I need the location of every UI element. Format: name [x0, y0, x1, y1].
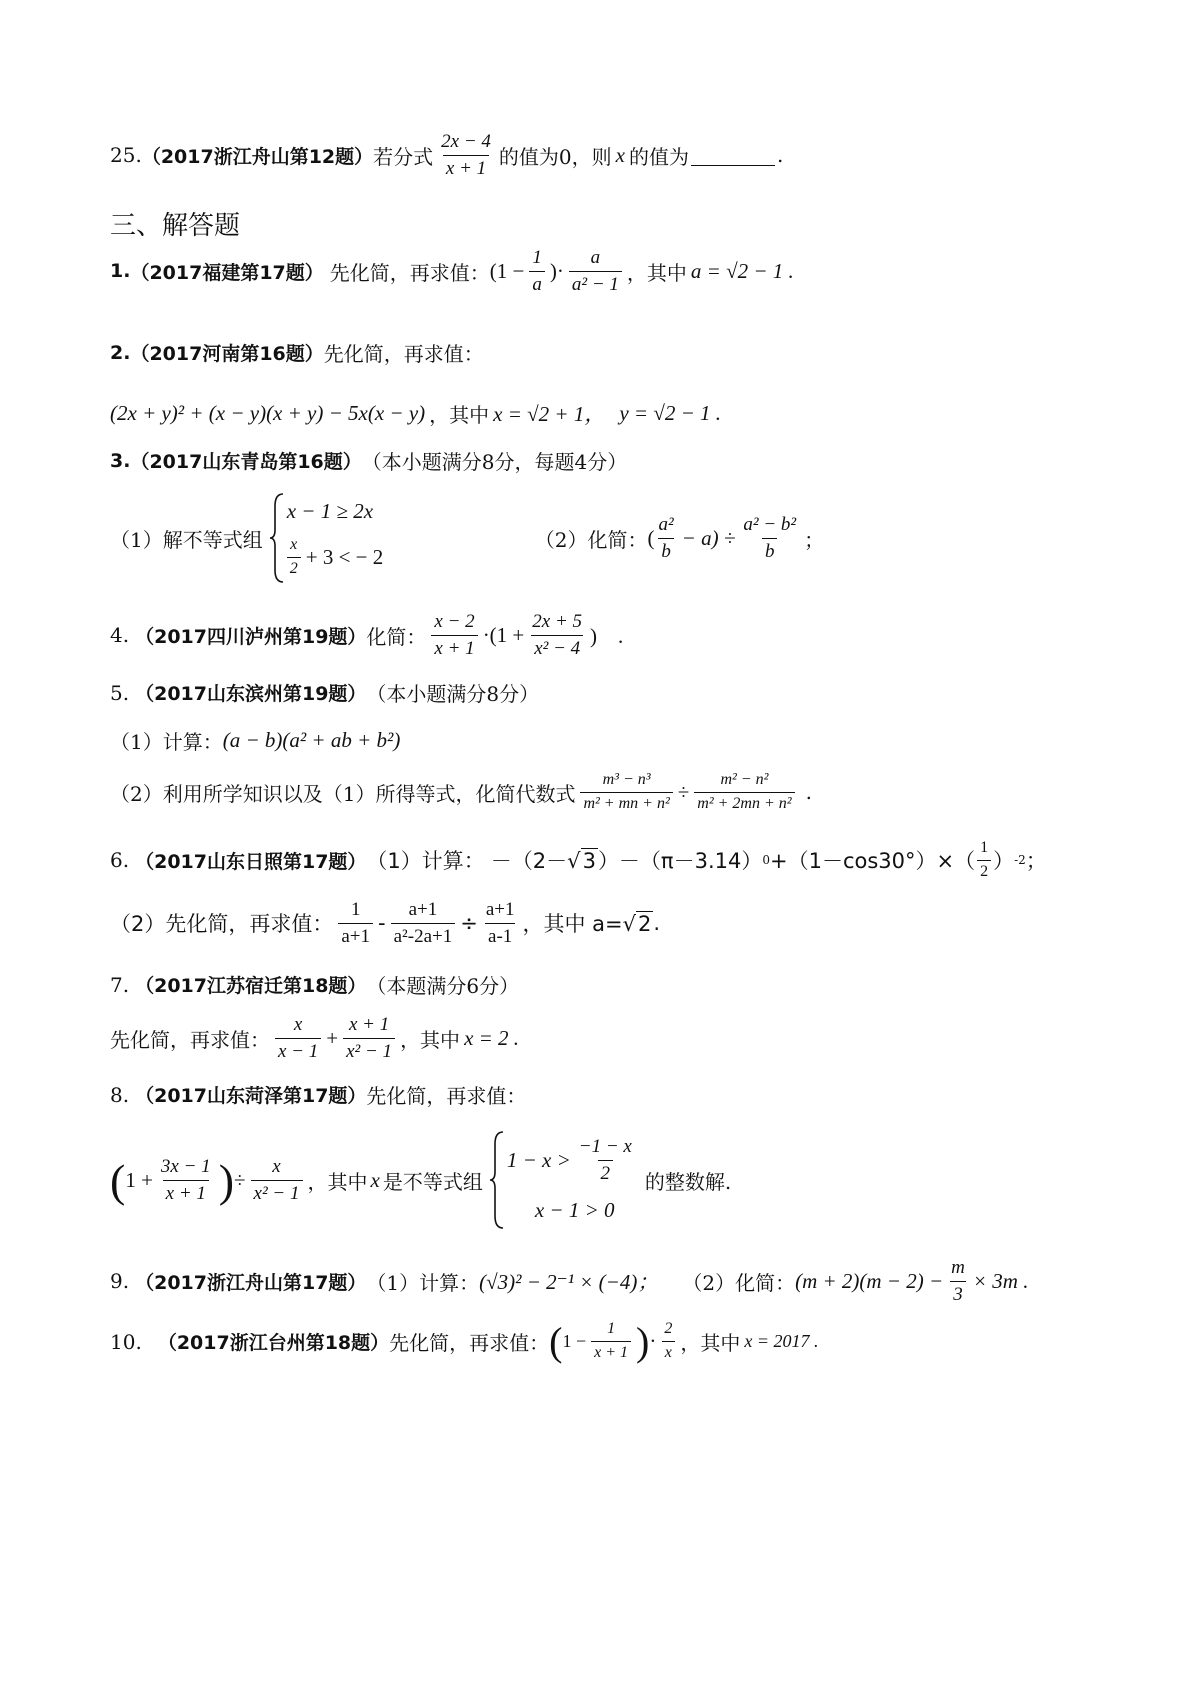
- exponent: -2: [1014, 853, 1026, 868]
- denominator: 2: [287, 557, 301, 578]
- inequality: 1 − x >: [506, 1147, 571, 1172]
- inequality-system: [269, 492, 419, 584]
- fraction: [569, 248, 622, 295]
- problem-5-part-2: [110, 772, 812, 813]
- fraction: [576, 1137, 635, 1184]
- problem-text: 先化简，再求值：: [366, 1084, 527, 1108]
- problem-source: （2017浙江台州第18题）: [157, 1332, 390, 1354]
- math-expression: +（1－cos30°）×（: [769, 849, 976, 874]
- numerator: a: [590, 247, 601, 268]
- math-expression: (a − b)(a² + ab + b²): [222, 728, 401, 752]
- operator: ÷: [234, 1167, 246, 1192]
- denominator: x² − 4: [531, 635, 583, 659]
- variable: x: [615, 142, 625, 167]
- fraction: [948, 1258, 968, 1305]
- problem-text: 化简：: [366, 624, 427, 649]
- sqrt-2: √ 2: [622, 911, 652, 936]
- numerator: 2x + 5: [532, 611, 583, 632]
- numerator: a²: [658, 513, 674, 535]
- fraction: [251, 1157, 303, 1204]
- problem-number: 10.: [110, 1329, 142, 1354]
- math-expression: )·: [549, 258, 564, 283]
- problem-number: 4.: [110, 623, 130, 648]
- math-expression: (√3)² − 2⁻¹ × (−4)；: [479, 1270, 659, 1295]
- numerator: x: [272, 1155, 281, 1177]
- operator: -: [378, 911, 386, 936]
- problem-6: [110, 840, 1047, 881]
- part-label: （2）化简：: [682, 1270, 796, 1295]
- inequality: x − 1 > 0: [534, 1197, 615, 1222]
- problem-text: ，其中 a=: [522, 912, 623, 937]
- math-condition: y = √2 − 1 .: [619, 400, 722, 425]
- denominator: a²-2a+1: [391, 923, 456, 947]
- denominator: x: [662, 1341, 675, 1362]
- math-expression: ) .: [590, 624, 624, 649]
- problem-text: 先化简，再求值：: [110, 1027, 270, 1052]
- fraction: [977, 840, 991, 881]
- numerator: 3x − 1: [160, 1155, 211, 1177]
- math-expression: ）－（π－3.14）: [597, 849, 763, 874]
- variable: x: [370, 1167, 380, 1192]
- denominator: b: [762, 538, 778, 562]
- denominator: a: [529, 271, 545, 295]
- operator: +: [326, 1025, 339, 1050]
- inequality: + 3 < − 2: [305, 544, 384, 569]
- problem-text: （本题满分6分）: [366, 974, 520, 998]
- problem-2-expression: [110, 398, 721, 428]
- part-label: （1）计算：: [110, 730, 223, 754]
- fraction: [158, 1157, 214, 1204]
- punctuation: ；: [804, 527, 825, 552]
- problem-number: 5.: [110, 680, 130, 705]
- numerator: 1: [350, 899, 361, 920]
- paren-open: (: [549, 1319, 563, 1364]
- denominator: x + 1: [443, 155, 489, 179]
- punctuation: .: [805, 780, 812, 805]
- denominator: 2: [598, 1160, 614, 1184]
- math-expression: －（2－: [490, 849, 568, 874]
- math-expression: × 3m .: [972, 1268, 1029, 1293]
- fraction: [431, 612, 477, 659]
- question-text: 的值为: [628, 144, 689, 169]
- problem-text: ，其中: [626, 260, 687, 285]
- denominator: b: [658, 538, 674, 562]
- problem-source: （2017河南第16题）: [130, 343, 324, 365]
- operator: ÷: [677, 779, 690, 804]
- numerator: a+1: [485, 899, 515, 920]
- math-expression: − a) ÷: [681, 525, 736, 550]
- fraction: [580, 772, 672, 813]
- problem-8: [110, 1080, 526, 1109]
- numerator: a² − b²: [743, 513, 797, 535]
- fraction: [529, 248, 545, 295]
- math-expression: (m + 2)(m − 2) −: [795, 1268, 944, 1293]
- part-label: （2）化简：: [534, 527, 648, 552]
- inequality-system: [489, 1130, 639, 1230]
- denominator: a+1: [338, 923, 373, 947]
- problem-10: [110, 1318, 819, 1365]
- problem-3-parts: [110, 492, 824, 584]
- numerator: −1 − x: [578, 1136, 632, 1158]
- punctuation: .: [653, 911, 661, 936]
- question-text: 若分式: [373, 144, 434, 169]
- section-heading: 三、解答题: [110, 211, 241, 241]
- denominator: 3: [950, 1281, 966, 1305]
- numerator: 1: [607, 1320, 616, 1338]
- numerator: 2: [664, 1320, 673, 1338]
- problem-number: 2.: [110, 341, 131, 364]
- numerator: x: [290, 535, 298, 553]
- problem-4: [110, 612, 623, 659]
- sqrt-3: √ 3: [567, 848, 596, 873]
- problem-text: （本小题满分8分）: [366, 682, 540, 706]
- denominator: a² − 1: [569, 271, 622, 295]
- fraction: [740, 515, 799, 562]
- fraction: [438, 132, 494, 179]
- denominator: 2: [977, 860, 991, 881]
- fraction: [338, 900, 373, 947]
- math-condition: x = 2 .: [464, 1025, 520, 1050]
- math-expression: ）: [993, 849, 1015, 874]
- math-expression: 1 +: [125, 1167, 153, 1192]
- problem-6-part-2: [110, 900, 660, 947]
- denominator: x + 1: [163, 1180, 209, 1204]
- problem-source: （2017浙江舟山第17题）: [135, 1271, 367, 1294]
- question-source: （2017浙江舟山第12题）: [141, 145, 374, 168]
- problem-text: 是不等式组: [382, 1169, 483, 1194]
- problem-7-expression: [110, 1015, 519, 1062]
- part-label: （2）利用所学知识以及（1）所得等式，化简代数式: [110, 781, 576, 806]
- math-expression: (: [647, 525, 655, 550]
- answer-blank[interactable]: [691, 145, 775, 166]
- paren-close: ): [218, 1154, 235, 1206]
- denominator: m² + mn + n²: [580, 792, 672, 813]
- numerator: a+1: [408, 899, 438, 920]
- numerator: x + 1: [348, 1014, 390, 1035]
- problem-number: 8.: [110, 1082, 130, 1107]
- fraction: [483, 900, 518, 947]
- fraction: [343, 1015, 395, 1062]
- part-label: （1）计算：: [366, 849, 485, 874]
- denominator: x + 1: [591, 1341, 631, 1362]
- math-expression: ·(1 +: [482, 622, 525, 647]
- denominator: x + 1: [431, 635, 477, 659]
- problem-source: （2017山东日照第17题）: [135, 850, 367, 873]
- math-condition: x = 2017 .: [744, 1331, 819, 1351]
- math-expression: (1 −: [489, 258, 525, 283]
- fraction: [655, 515, 676, 562]
- punctuation: .: [776, 143, 784, 168]
- denominator: m² + 2mn + n²: [694, 792, 794, 813]
- problem-2: [110, 338, 484, 367]
- problem-text: 先化简，再求值：: [329, 260, 490, 285]
- operator: ÷: [460, 911, 478, 936]
- part-label: （1）计算：: [366, 1270, 480, 1295]
- problem-9: [110, 1258, 1028, 1305]
- problem-number: 1.: [110, 260, 131, 283]
- problem-text: ，其中: [400, 1027, 461, 1052]
- problem-text: 先化简，再求值：: [323, 342, 484, 366]
- problem-text: 的整数解.: [644, 1169, 732, 1194]
- paren-open: (: [110, 1154, 126, 1206]
- problem-text: ，其中: [680, 1331, 741, 1355]
- problem-source: （2017福建第17题）: [130, 261, 324, 284]
- problem-number: 7.: [110, 972, 130, 997]
- radicand: 2: [638, 911, 652, 936]
- part-label: （1）解不等式组: [110, 527, 263, 552]
- problem-3: [110, 446, 627, 475]
- paren-close: ): [636, 1319, 650, 1364]
- problem-source: （2017山东菏泽第17题）: [135, 1085, 367, 1107]
- problem-7: [110, 970, 519, 999]
- numerator: 1: [532, 247, 542, 268]
- radicand: 3: [582, 848, 596, 873]
- problem-source: （2017山东滨州第19题）: [135, 683, 367, 705]
- punctuation: ；: [1025, 849, 1047, 874]
- question-number: 25.: [110, 143, 142, 168]
- fraction: [275, 1015, 321, 1062]
- numerator: m: [951, 1257, 965, 1278]
- math-expression: (2x + y)² + (x − y)(x + y) − 5x(x − y): [110, 400, 426, 425]
- problem-text: （本小题满分8分，每题4分）: [361, 450, 628, 474]
- math-condition: x = √2 + 1，: [493, 402, 606, 426]
- numerator: 2x − 4: [441, 131, 491, 152]
- problem-text: ，其中: [429, 402, 490, 427]
- denominator: a-1: [485, 923, 515, 947]
- problem-5-part-1: [110, 726, 400, 755]
- problem-5: [110, 678, 539, 707]
- numerator: x: [293, 1014, 303, 1035]
- problem-number: 3.: [110, 449, 131, 472]
- fraction: [661, 1321, 675, 1362]
- question-25: [110, 132, 783, 179]
- numerator: m² − n²: [720, 771, 769, 788]
- problem-source: （2017江苏宿迁第18题）: [135, 975, 367, 997]
- operator: ·: [649, 1329, 657, 1353]
- fraction: [591, 1321, 631, 1362]
- math-expression: 1 −: [562, 1331, 587, 1351]
- problem-text: ，其中: [307, 1169, 368, 1194]
- fraction: [529, 612, 585, 659]
- problem-8-expression: [110, 1130, 731, 1230]
- problem-number: 6.: [110, 848, 130, 873]
- math-condition: a = √2 − 1 .: [690, 258, 794, 283]
- exponent: 0: [762, 853, 770, 868]
- denominator: x² − 1: [343, 1038, 395, 1062]
- denominator: x − 1: [275, 1038, 321, 1062]
- problem-text: 先化简，再求值：: [389, 1331, 550, 1355]
- problem-1: [110, 248, 794, 295]
- fraction: [694, 772, 794, 813]
- problem-number: 9.: [110, 1269, 130, 1294]
- numerator: m³ − n³: [602, 771, 651, 788]
- problem-source: （2017四川泸州第19题）: [135, 625, 367, 648]
- part-label: （2）先化简，再求值：: [110, 912, 334, 937]
- denominator: x² − 1: [251, 1180, 303, 1204]
- numerator: x − 2: [434, 611, 475, 632]
- problem-source: （2017山东青岛第16题）: [130, 451, 362, 473]
- question-text: 的值为0，则: [498, 144, 612, 169]
- fraction: [391, 900, 456, 947]
- inequality: x − 1 ≥ 2x: [286, 498, 374, 523]
- numerator: 1: [980, 839, 989, 856]
